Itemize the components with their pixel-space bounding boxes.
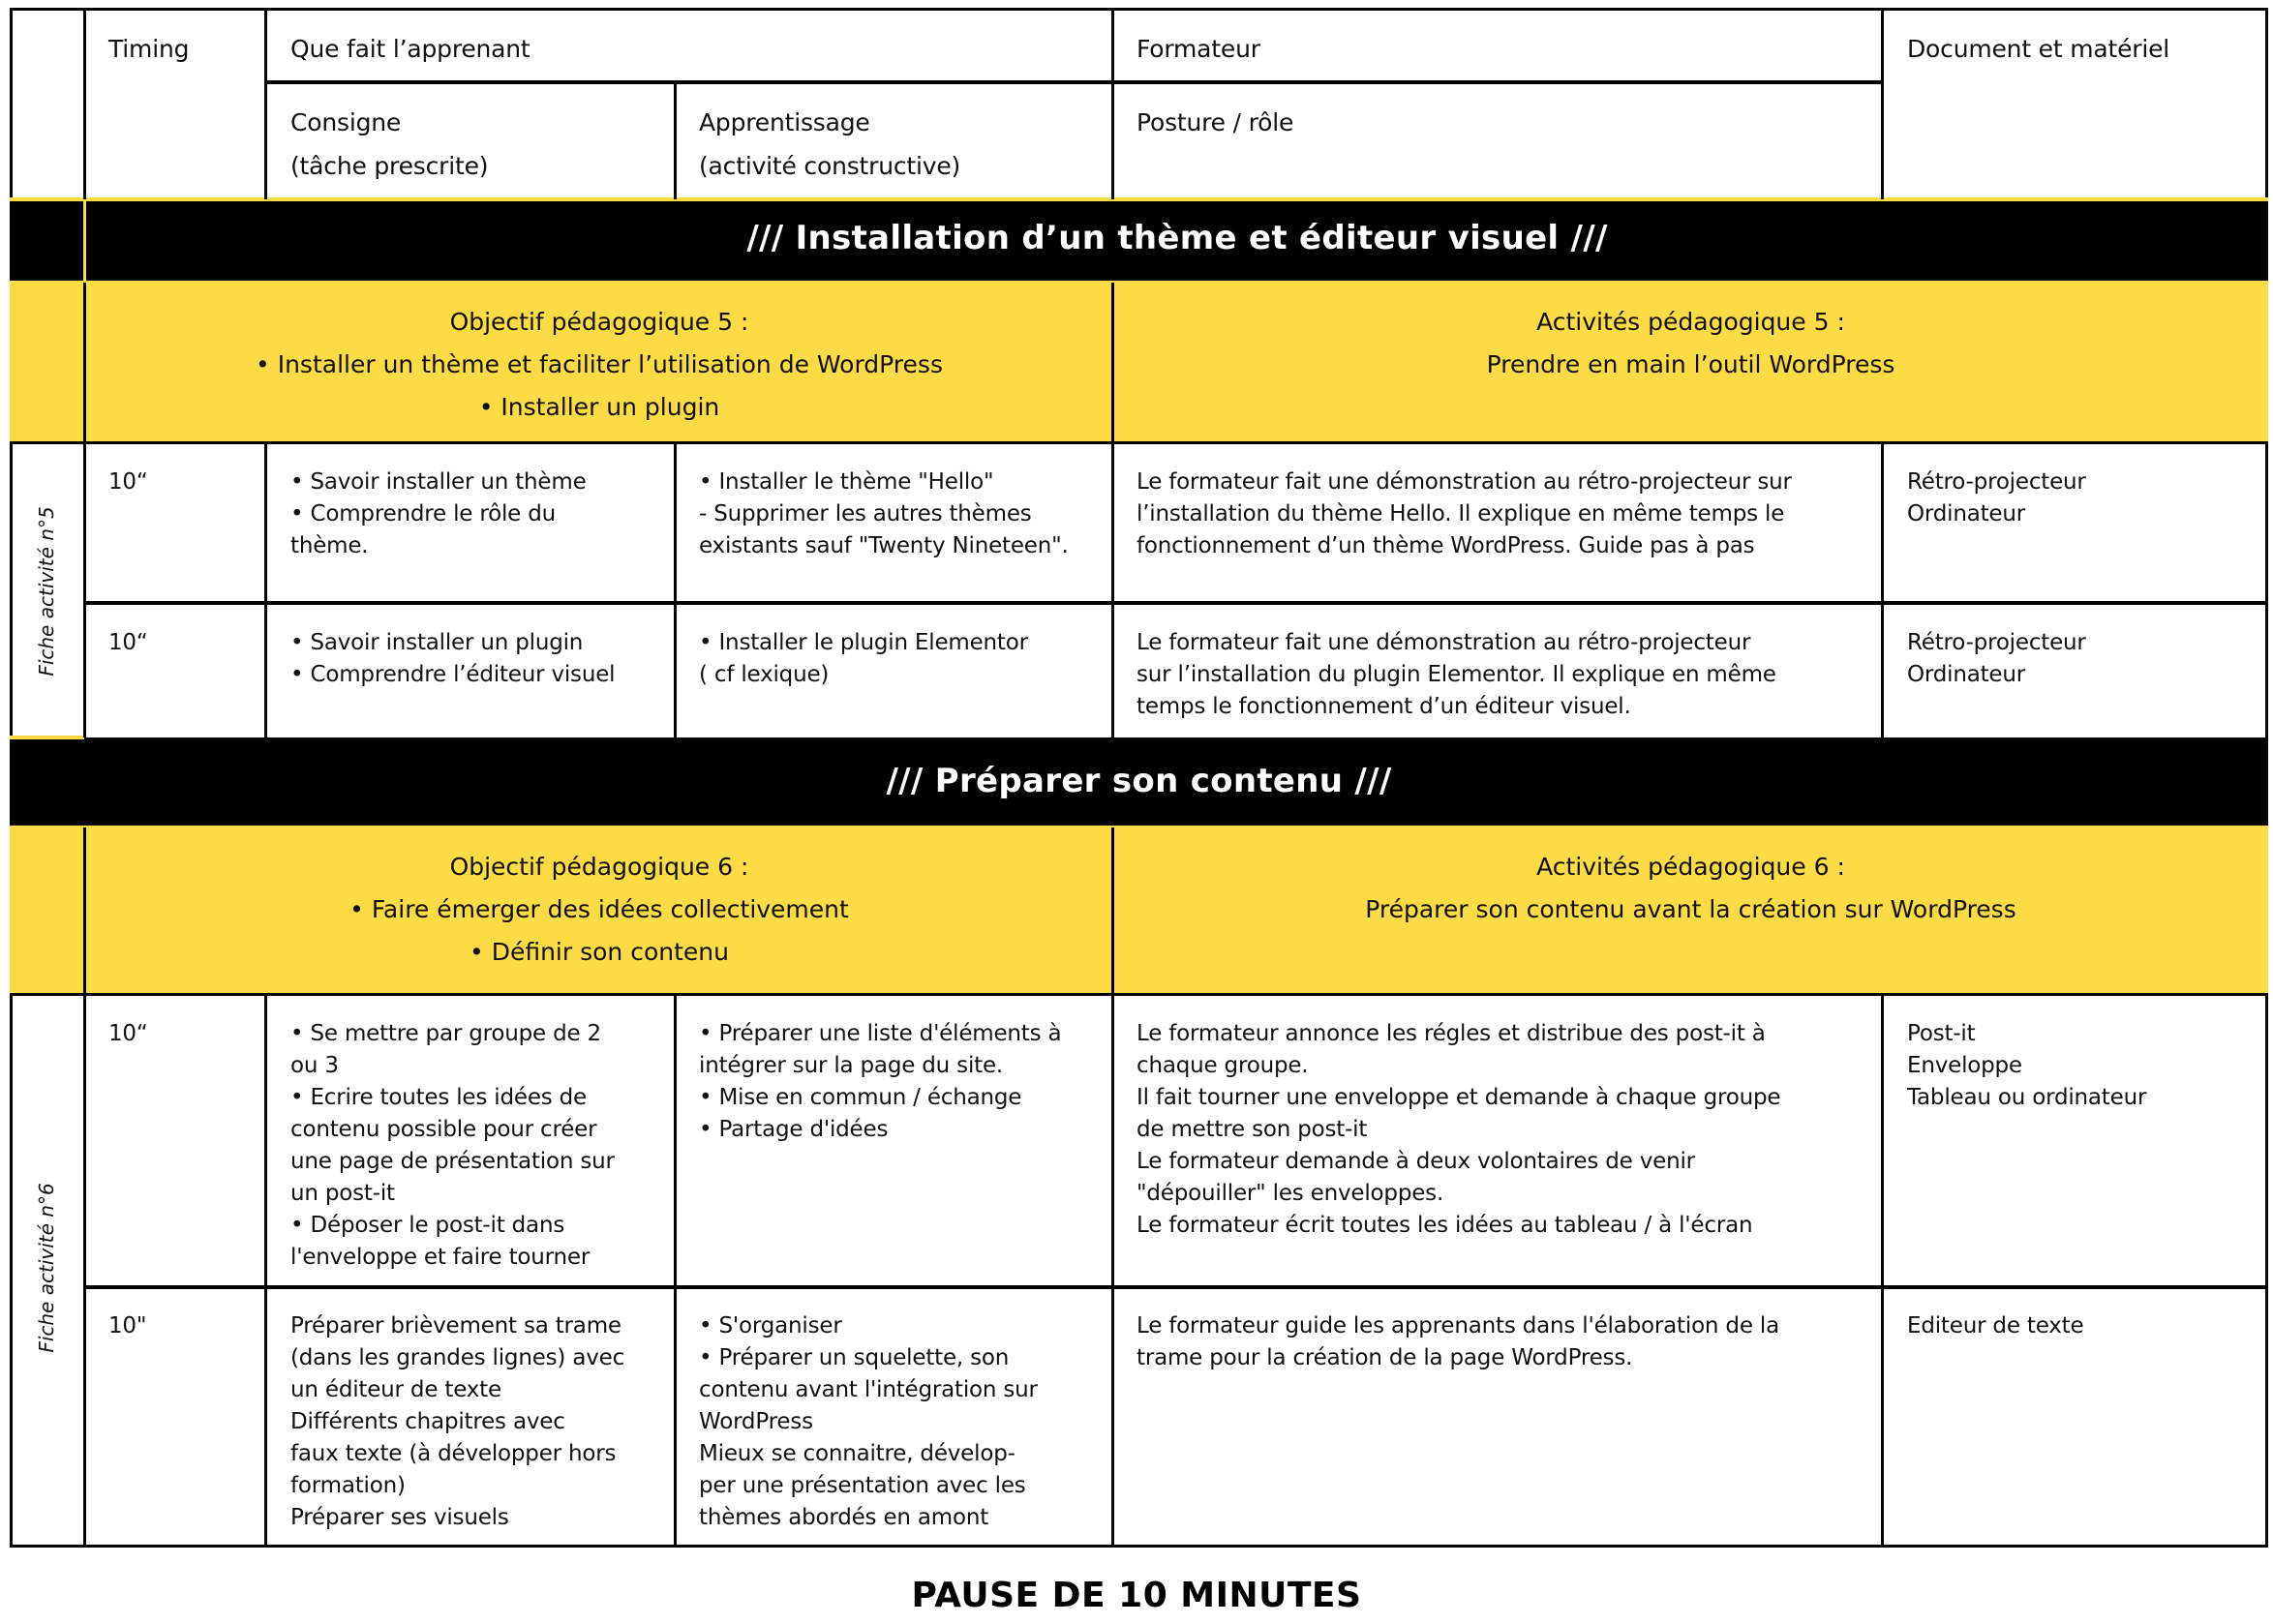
section-title-2: /// Préparer son contenu /// bbox=[886, 762, 1392, 800]
grid-line bbox=[1111, 995, 1114, 1548]
cell-consigne-line: Différents chapitres avec bbox=[290, 1409, 565, 1434]
cell-consigne-line: • Comprendre le rôle du bbox=[290, 501, 557, 526]
cell-formateur-line: sur l’installation du plugin Elementor. Il explique en même bbox=[1136, 662, 1776, 687]
cell-consigne-line: • Se mettre par groupe de 2 bbox=[290, 1021, 601, 1046]
section-title-1: /// Installation d’un thème et éditeur visuel /// bbox=[746, 219, 1608, 257]
cell-formateur-line: temps le fonctionnement d’un éditeur visuel. bbox=[1136, 694, 1631, 719]
cell-formateur-line: Le formateur guide les apprenants dans l'élaboration de la bbox=[1136, 1313, 1779, 1338]
grid-line bbox=[10, 993, 2268, 996]
cell-document-line: Ordinateur bbox=[1907, 501, 2026, 526]
cell-document-line: Post-it bbox=[1907, 1021, 1976, 1046]
cell-apprentissage-line: per une présentation avec les bbox=[699, 1473, 1026, 1498]
cell-timing: 10“ bbox=[108, 1021, 148, 1046]
objective-5-block bbox=[86, 301, 1112, 429]
cell-document bbox=[1907, 1018, 2146, 1114]
cell-formateur-line: chaque groupe. bbox=[1136, 1053, 1309, 1078]
header-timing: Timing bbox=[108, 35, 190, 63]
grid-line bbox=[1881, 8, 1884, 199]
grid-line bbox=[83, 443, 86, 737]
grid-line bbox=[83, 8, 86, 199]
cell-consigne-line: un éditeur de texte bbox=[290, 1377, 501, 1402]
grid-line bbox=[1111, 8, 1114, 199]
grid-line bbox=[83, 995, 86, 1548]
cell-apprentissage-line: • Mise en commun / échange bbox=[699, 1085, 1022, 1110]
grid-line bbox=[10, 441, 2268, 444]
cell-consigne-line: • Comprendre l’éditeur visuel bbox=[290, 662, 616, 687]
cell-consigne bbox=[290, 1310, 624, 1534]
cell-consigne-line: un post-it bbox=[290, 1181, 395, 1206]
cell-consigne-line: ou 3 bbox=[290, 1053, 339, 1078]
cell-apprentissage bbox=[699, 627, 1028, 691]
cell-document-line: Tableau ou ordinateur bbox=[1907, 1085, 2147, 1110]
cell-consigne-line: (dans les grandes lignes) avec bbox=[290, 1345, 625, 1370]
header-consigne-label: Consigne bbox=[290, 108, 402, 136]
cell-apprentissage-line: contenu avant l'intégration sur bbox=[699, 1377, 1038, 1402]
cell-consigne-line: • Savoir installer un thème bbox=[290, 469, 587, 495]
cell-document-line: Rétro-projecteur bbox=[1907, 469, 2086, 495]
activity-5-title: Activités pédagogique 5 : bbox=[1536, 308, 1845, 336]
objective-6-title: Objectif pédagogique 6 : bbox=[449, 853, 749, 881]
cell-formateur-line: Le formateur demande à deux volontaires de venir bbox=[1136, 1149, 1695, 1174]
cell-apprentissage-line: thèmes abordés en amont bbox=[699, 1505, 989, 1530]
header-consigne bbox=[290, 101, 488, 188]
header-posture-role: Posture / rôle bbox=[1136, 108, 1294, 136]
cell-document bbox=[1907, 466, 2086, 530]
cell-apprentissage-line: • Installer le thème "Hello" bbox=[699, 469, 994, 495]
cell-formateur-line: Il fait tourner une enveloppe et demande à chaque groupe bbox=[1136, 1085, 1781, 1110]
header-formateur: Formateur bbox=[1136, 35, 1260, 63]
cell-consigne-line: Préparer ses visuels bbox=[290, 1505, 509, 1530]
grid-line bbox=[83, 601, 2268, 605]
cell-document-line: Rétro-projecteur bbox=[1907, 630, 2086, 655]
pause-notice: PAUSE DE 10 MINUTES bbox=[911, 1576, 1362, 1615]
activity-5-line: Prendre en main l’outil WordPress bbox=[1486, 350, 1895, 378]
cell-consigne-line: • Ecrire toutes les idées de bbox=[290, 1085, 588, 1110]
header-consigne-sub: (tâche prescrite) bbox=[290, 152, 489, 180]
objective-5-title: Objectif pédagogique 5 : bbox=[449, 308, 749, 336]
cell-formateur-line: trame pour la création de la page WordPress. bbox=[1136, 1345, 1633, 1370]
header-apprentissage bbox=[699, 101, 960, 188]
cell-formateur bbox=[1136, 1018, 1780, 1242]
cell-formateur-line: l’installation du thème Hello. Il explique en même temps le bbox=[1136, 501, 1785, 526]
activity-6-title: Activités pédagogique 6 : bbox=[1536, 853, 1845, 881]
fiche-label-6: Fiche activité n°6 bbox=[35, 1183, 58, 1353]
grid-line bbox=[264, 443, 267, 737]
cell-apprentissage-line: • Préparer une liste d'éléments à bbox=[699, 1021, 1062, 1046]
grid-line bbox=[83, 283, 86, 443]
cell-apprentissage bbox=[699, 466, 1069, 562]
grid-line bbox=[264, 8, 267, 199]
cell-consigne bbox=[290, 1018, 615, 1274]
activity-6-line: Préparer son contenu avant la création sur WordPress bbox=[1365, 895, 2016, 923]
cell-consigne-line: Préparer brièvement sa trame bbox=[290, 1313, 621, 1338]
header-que-fait-apprenant: Que fait l’apprenant bbox=[290, 35, 530, 63]
cell-document-line: Ordinateur bbox=[1907, 662, 2026, 687]
cell-consigne-line: thème. bbox=[290, 533, 369, 558]
cell-formateur bbox=[1136, 627, 1776, 723]
cell-document bbox=[1907, 1310, 2083, 1342]
cell-formateur-line: Le formateur annonce les régles et distribue des post-it à bbox=[1136, 1021, 1766, 1046]
grid-line bbox=[83, 827, 86, 995]
cell-apprentissage bbox=[699, 1310, 1038, 1534]
cell-formateur-line: fonctionnement d’un thème WordPress. Guide pas à pas bbox=[1136, 533, 1755, 558]
grid-line bbox=[1111, 443, 1114, 737]
cell-apprentissage-line: Mieux se connaitre, dévelop- bbox=[699, 1441, 1015, 1466]
cell-formateur-line: Le formateur écrit toutes les idées au tableau / à l'écran bbox=[1136, 1213, 1753, 1238]
cell-formateur-line: Le formateur fait une démonstration au rétro-projecteur bbox=[1136, 630, 1751, 655]
grid-line bbox=[674, 443, 677, 737]
header-apprentissage-sub: (activité constructive) bbox=[699, 152, 961, 180]
activity-5-block bbox=[1113, 301, 2268, 386]
grid-line bbox=[264, 995, 267, 1548]
cell-consigne-line: l'enveloppe et faire tourner bbox=[290, 1245, 591, 1270]
grid-line bbox=[1881, 443, 1884, 737]
grid-line bbox=[1881, 995, 1884, 1548]
cell-apprentissage-line: intégrer sur la page du site. bbox=[699, 1053, 1004, 1078]
cell-apprentissage-line: • Préparer un squelette, son bbox=[699, 1345, 1010, 1370]
grid-line bbox=[674, 995, 677, 1548]
cell-apprentissage-line: • Partage d'idées bbox=[699, 1117, 889, 1142]
cell-consigne-line: contenu possible pour créer bbox=[290, 1117, 597, 1142]
cell-consigne-line: une page de présentation sur bbox=[290, 1149, 615, 1174]
grid-line bbox=[1111, 827, 1114, 995]
cell-apprentissage-line: • Installer le plugin Elementor bbox=[699, 630, 1028, 655]
cell-formateur-line: de mettre son post-it bbox=[1136, 1117, 1368, 1142]
section-band-1-top-accent bbox=[10, 197, 2268, 201]
header-apprentissage-label: Apprentissage bbox=[699, 108, 870, 136]
cell-document-line: Editeur de texte bbox=[1907, 1313, 2084, 1338]
cell-consigne-line: • Déposer le post-it dans bbox=[290, 1213, 565, 1238]
activity-6-block bbox=[1113, 846, 2268, 931]
cell-consigne-line: • Savoir installer un plugin bbox=[290, 630, 584, 655]
cell-formateur bbox=[1136, 1310, 1779, 1374]
cell-timing: 10“ bbox=[108, 469, 148, 495]
cell-formateur-line: "dépouiller" les enveloppes. bbox=[1136, 1181, 1444, 1206]
cell-apprentissage-line: • S'organiser bbox=[699, 1313, 842, 1338]
grid-line bbox=[264, 80, 1883, 84]
fiche-label-5: Fiche activité n°5 bbox=[35, 506, 58, 677]
cell-consigne bbox=[290, 627, 615, 691]
cell-timing: 10“ bbox=[108, 630, 148, 655]
header-document-materiel: Document et matériel bbox=[1907, 35, 2170, 63]
cell-timing: 10" bbox=[108, 1313, 147, 1338]
objective-5-line: • Installer un plugin bbox=[478, 393, 720, 421]
grid-line bbox=[1111, 283, 1114, 443]
objective-6-line: • Faire émerger des idées collectivement bbox=[349, 895, 849, 923]
cell-consigne-line: formation) bbox=[290, 1473, 406, 1498]
cell-apprentissage bbox=[699, 1018, 1061, 1146]
cell-document-line: Enveloppe bbox=[1907, 1053, 2022, 1078]
cell-document bbox=[1907, 627, 2086, 691]
cell-apprentissage-line: ( cf lexique) bbox=[699, 662, 830, 687]
cell-consigne-line: faux texte (à développer hors bbox=[290, 1441, 617, 1466]
objective-5-line: • Installer un thème et faciliter l’utilisation de WordPress bbox=[256, 350, 943, 378]
objective-6-line: • Définir son contenu bbox=[470, 938, 729, 966]
objective-6-block bbox=[86, 846, 1112, 974]
cell-consigne bbox=[290, 466, 587, 562]
cell-apprentissage-line: existants sauf "Twenty Nineteen". bbox=[699, 533, 1069, 558]
cell-apprentissage-line: WordPress bbox=[699, 1409, 813, 1434]
grid-line bbox=[83, 1285, 2268, 1289]
cell-formateur-line: Le formateur fait une démonstration au rétro-projecteur sur bbox=[1136, 469, 1792, 495]
cell-apprentissage-line: - Supprimer les autres thèmes bbox=[699, 501, 1032, 526]
cell-formateur bbox=[1136, 466, 1792, 562]
grid-line bbox=[674, 81, 677, 199]
